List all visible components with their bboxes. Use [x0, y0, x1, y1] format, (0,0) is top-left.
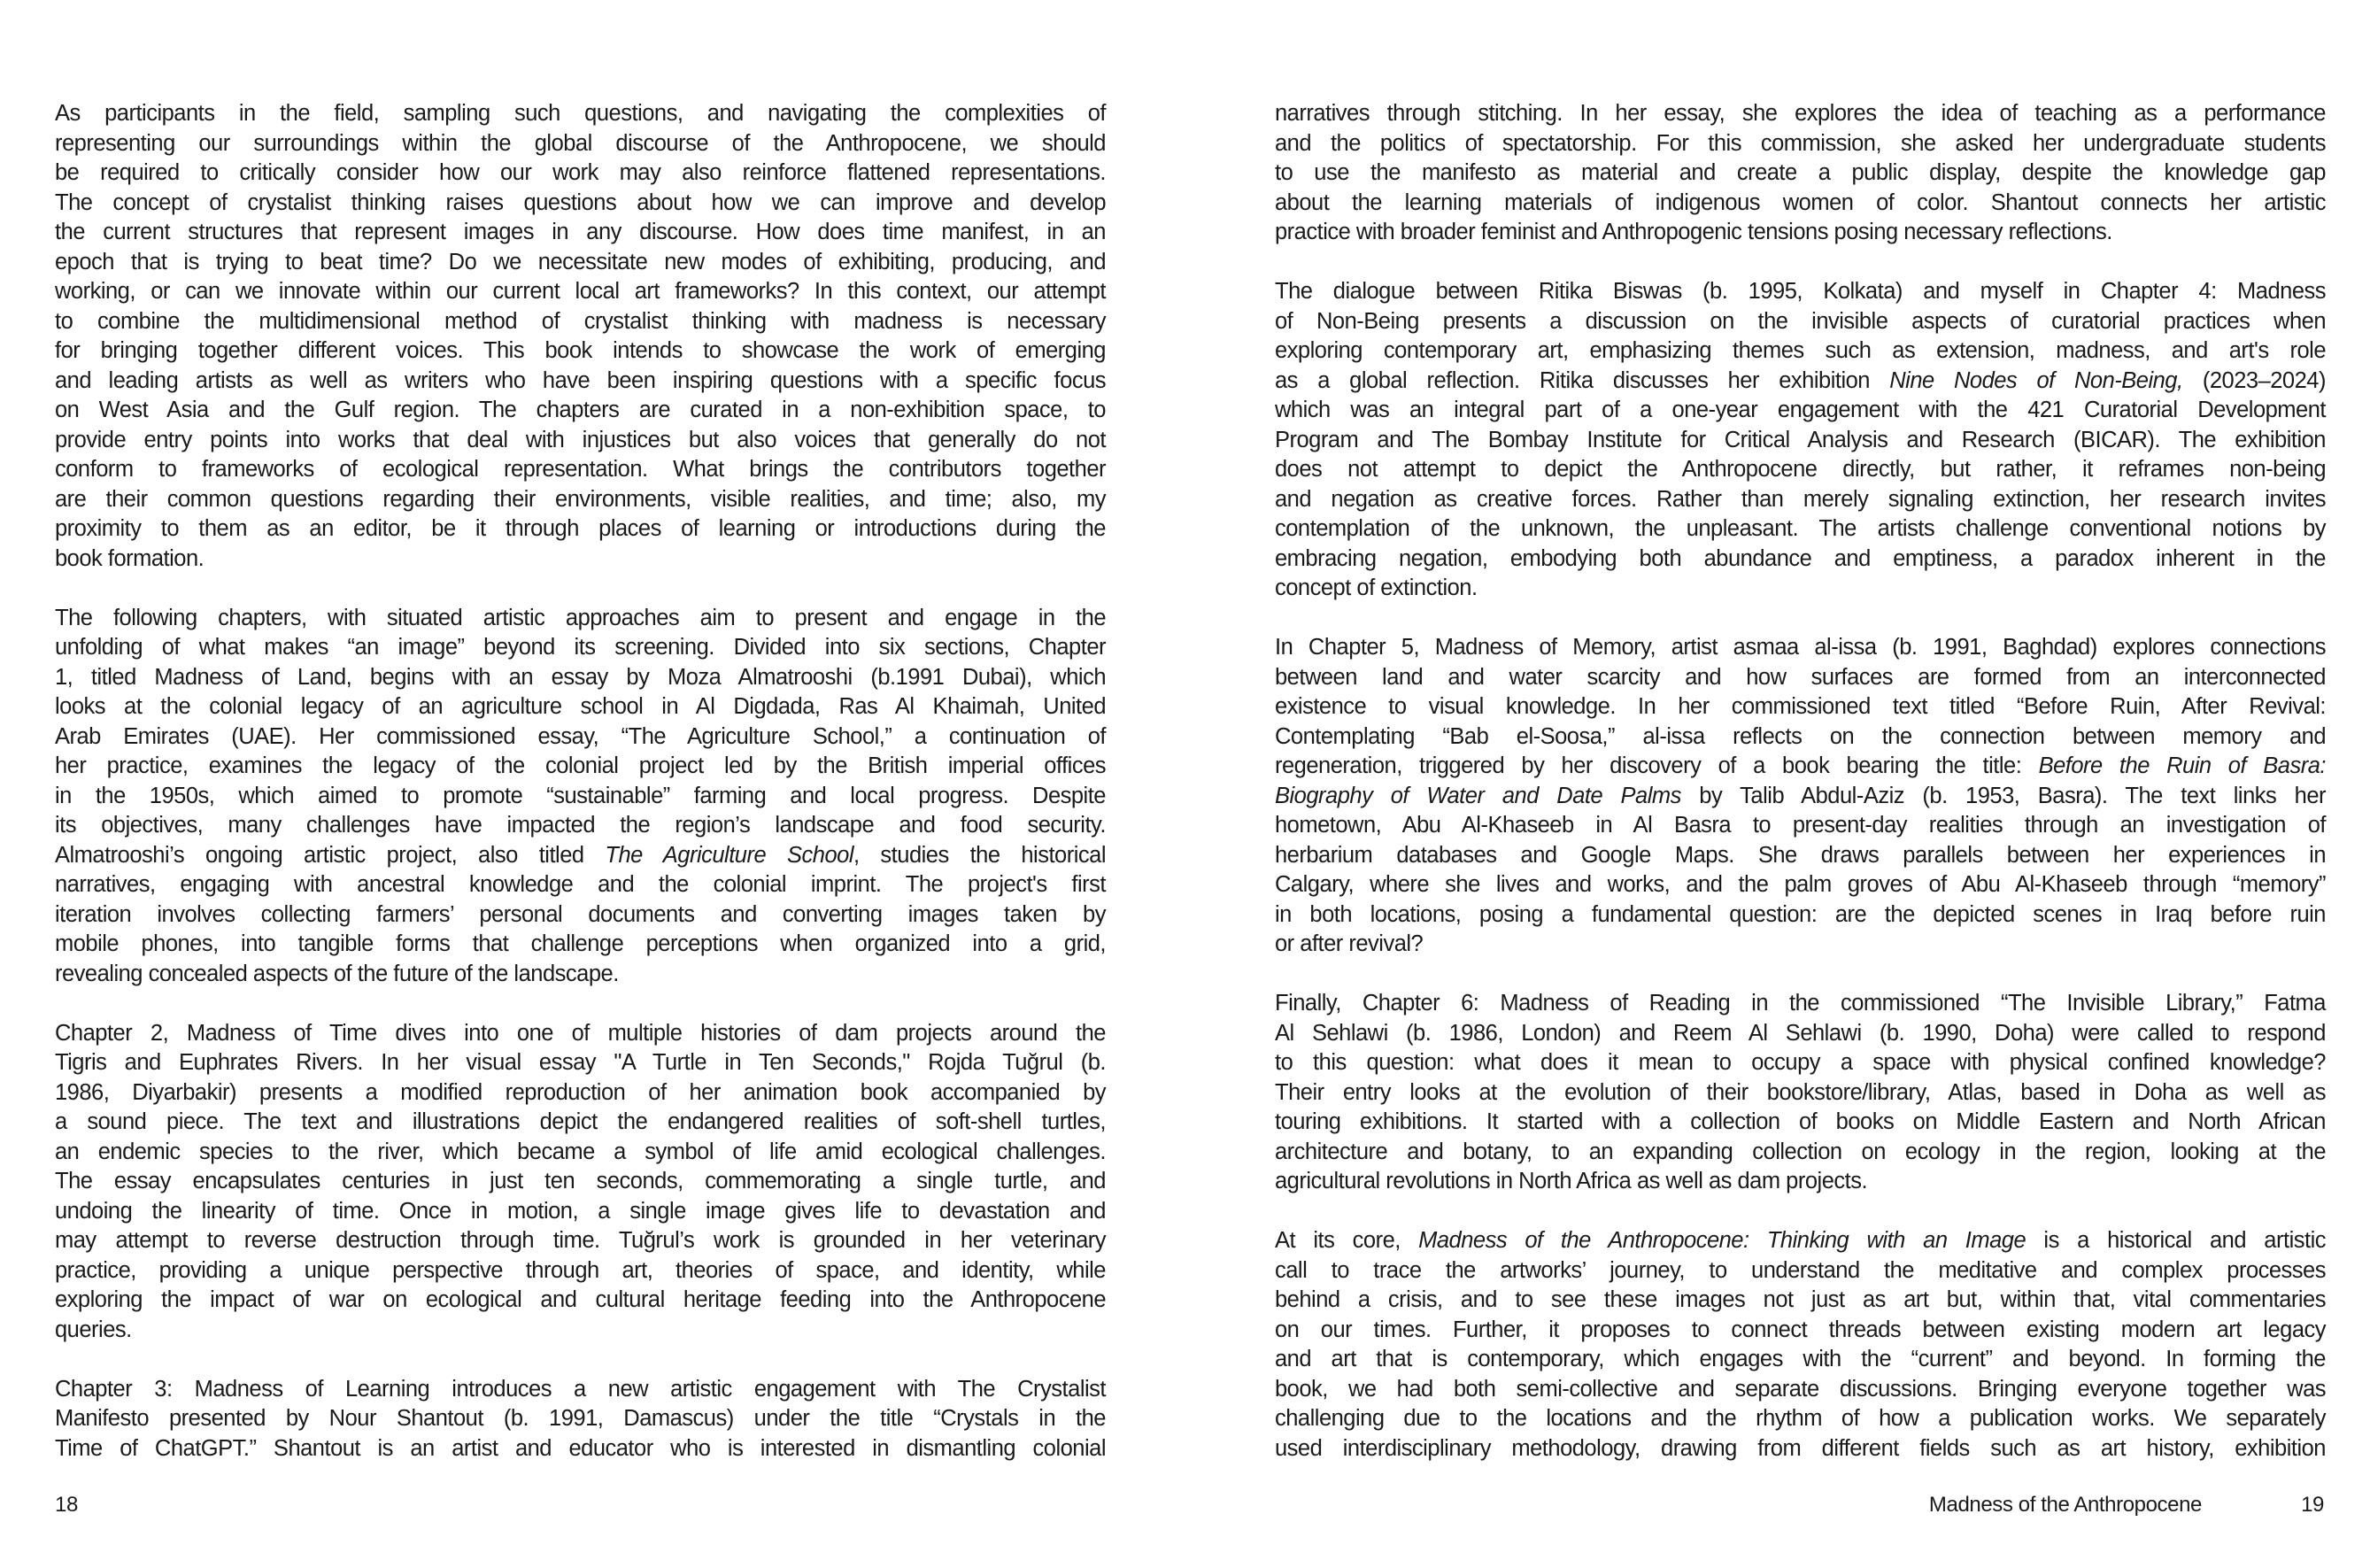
text-line: narratives through stitching. In her essay, she explores the idea of teaching as a performance	[1275, 101, 2326, 126]
text-line: behind a crisis, and to see these images not just as art but, within that, vital commentaries	[1275, 1287, 2326, 1312]
text-line: her practice, examines the legacy of the colonial project led by the British imperial offices	[55, 753, 1106, 778]
text-line: The essay encapsulates centuries in just ten seconds, commemorating a single turtle, and	[55, 1169, 1106, 1193]
text-line: contemplation of the unknown, the unpleasant. The artists challenge conventional notions by	[1275, 516, 2326, 541]
text-segment: Almatrooshi’s ongoing artistic project, also titled	[55, 842, 606, 868]
text-segment: by Talib Abdul-Aziz (b. 1953, Basra). The text links her	[1680, 783, 2327, 808]
text-line: queries.	[55, 1317, 132, 1342]
text-segment: , studies the historical	[853, 842, 1106, 868]
italic-title: Nine Nodes of Non-Being,	[1889, 367, 2183, 393]
text-line: working, or can we innovate within our current local art frameworks? In this context, our attempt	[55, 279, 1106, 304]
italic-title: Madness of the Anthropocene: Thinking with an Image	[1418, 1228, 2026, 1253]
paragraph	[55, 99, 1106, 574]
text-line: As participants in the field, sampling such questions, and navigating the complexities of	[55, 101, 1106, 126]
text-line: and art that is contemporary, which engages with the “current” and beyond. In forming the	[1275, 1347, 2326, 1371]
text-line	[1275, 367, 2326, 397]
text-line: practice, providing a unique perspective through art, theories of space, and identity, while	[55, 1257, 1106, 1283]
text-line: challenging due to the locations and the rhythm of how a publication works. We separately	[1275, 1406, 2326, 1431]
left-page-body	[55, 99, 1106, 1494]
text-line: and the politics of spectatorship. For this commission, she asked her undergraduate students	[1275, 130, 2326, 156]
text-line: book formation.	[55, 545, 205, 571]
text-line: agricultural revolutions in North Africa as well as dam projects.	[1275, 1169, 1868, 1193]
text-line	[55, 841, 1106, 871]
paragraph	[55, 1375, 1106, 1464]
text-line: looks at the colonial legacy of an agriculture school in Al Digdada, Ras Al Khaimah, United	[55, 694, 1106, 719]
text-line: to combine the multidimensional method of crystalist thinking with madness is necessary	[55, 308, 1106, 334]
text-line: its objectives, many challenges have impacted the region’s landscape and food security.	[55, 813, 1106, 838]
right-page-body	[1275, 99, 2326, 1494]
text-line: for bringing together different voices. This book intends to showcase the work of emerging	[55, 338, 1106, 363]
text-line: may attempt to reverse destruction through time. Tuğrul’s work is grounded in her veterinary	[55, 1228, 1106, 1253]
paragraph	[55, 604, 1106, 990]
text-line: and negation as creative forces. Rather than merely signaling extinction, her research invites	[1275, 486, 2326, 512]
text-line: Program and The Bombay Institute for Critical Analysis and Research (BICAR). The exhibition	[1275, 427, 2326, 452]
text-segment: regeneration, triggered by her discovery of a book bearing the title:	[1275, 753, 2039, 778]
text-line: epoch that is trying to beat time? Do we necessitate new modes of exhibiting, producing, and	[55, 249, 1106, 274]
text-line: mobile phones, into tangible forms that challenge perceptions when organized into a grid,	[55, 931, 1106, 956]
text-line: exploring the impact of war on ecological and cultural heritage feeding into the Anthropocene	[55, 1287, 1106, 1312]
text-line: about the learning materials of indigenous women of color. Shantout connects her artistic	[1275, 189, 2326, 215]
text-line: representing our surroundings within the global discourse of the Anthropocene, we should	[55, 130, 1106, 156]
text-line	[1275, 1226, 2326, 1256]
running-title: Madness of the Anthropocene	[1928, 1493, 2202, 1517]
text-line: The dialogue between Ritika Biswas (b. 1995, Kolkata) and myself in Chapter 4: Madness	[1275, 279, 2326, 304]
text-line: Contemplating “Bab el-Soosa,” al-issa reflects on the connection between memory and	[1275, 723, 2326, 749]
text-line: provide entry points into works that deal with injustices but also voices that generally do not	[55, 427, 1106, 452]
text-line: iteration involves collecting farmers’ personal documents and converting images taken by	[55, 901, 1106, 927]
text-line	[1275, 752, 2326, 782]
paragraph	[1275, 989, 2326, 1197]
italic-title: The Agriculture School	[605, 842, 853, 868]
text-line: on our times. Further, it proposes to connect threads between existing modern art legacy	[1275, 1317, 2326, 1342]
paragraph	[1275, 99, 2326, 248]
paragraph	[1275, 1226, 2326, 1464]
text-segment: is a historical and artistic	[2026, 1228, 2326, 1253]
text-line: between land and water scarcity and how surfaces are formed from an interconnected	[1275, 664, 2326, 690]
text-line: Chapter 3: Madness of Learning introduces a new artistic engagement with The Crystalist	[55, 1376, 1106, 1402]
page-number-left: 18	[55, 1493, 78, 1517]
text-line: Finally, Chapter 6: Madness of Reading in the commissioned “The Invisible Library,” Fatma	[1275, 991, 2326, 1016]
text-line: a sound piece. The text and illustrations depict the endangered realities of soft-shell turtles,	[55, 1109, 1106, 1134]
text-line: on West Asia and the Gulf region. The chapters are curated in a non-exhibition space, to	[55, 398, 1106, 422]
text-line: Tigris and Euphrates Rivers. In her visual essay "A Turtle in Ten Seconds," Rojda Tuğrul (b.	[55, 1050, 1106, 1075]
text-line: Calgary, where she lives and works, and the palm groves of Abu Al-Khaseeb through “memory”	[1275, 872, 2326, 897]
italic-title: Biography of Water and Date Palms	[1275, 783, 1681, 808]
paragraph	[1275, 633, 2326, 960]
text-line: exploring contemporary art, emphasizing themes such as extension, madness, and art's role	[1275, 338, 2326, 363]
text-line: of Non-Being presents a discussion on the invisible aspects of curatorial practices when	[1275, 308, 2326, 334]
text-line: revealing concealed aspects of the future of the landscape.	[55, 961, 619, 986]
text-line: existence to visual knowledge. In her commissioned text titled “Before Ruin, After Revival:	[1275, 694, 2326, 719]
text-segment: (2023–2024)	[2182, 367, 2326, 393]
text-line: 1, titled Madness of Land, begins with an essay by Moza Almatrooshi (b.1991 Dubai), which	[55, 664, 1106, 690]
text-line: narratives, engaging with ancestral knowledge and the colonial imprint. The project's first	[55, 872, 1106, 897]
text-line: Time of ChatGPT.” Shantout is an artist and educator who is interested in dismantling colonial	[55, 1435, 1106, 1461]
text-line: undoing the linearity of time. Once in motion, a single image gives life to devastation and	[55, 1198, 1106, 1224]
text-line: Their entry looks at the evolution of their bookstore/library, Atlas, based in Doha as well as	[1275, 1079, 2326, 1105]
text-line: in both locations, posing a fundamental question: are the depicted scenes in Iraq before ruin	[1275, 901, 2326, 927]
text-line: and leading artists as well as writers who have been inspiring questions with a specific focus	[55, 367, 1106, 393]
page-number-right: 19	[2301, 1493, 2324, 1517]
text-segment: as a global reflection. Ritika discusses her exhibition	[1275, 367, 1890, 393]
text-line: touring exhibitions. It started with a collection of books on Middle Eastern and North African	[1275, 1109, 2326, 1134]
text-line: be required to critically consider how our work may also reinforce flattened representations.	[55, 160, 1106, 185]
text-line: Arab Emirates (UAE). Her commissioned essay, “The Agriculture School,” a continuation of	[55, 723, 1106, 749]
text-line: or after revival?	[1275, 931, 1424, 956]
text-line: Al Sehlawi (b. 1986, London) and Reem Al Sehlawi (b. 1990, Doha) were called to respond	[1275, 1020, 2326, 1046]
text-line: The following chapters, with situated artistic approaches aim to present and engage in the	[55, 605, 1106, 630]
text-line: embracing negation, embodying both abundance and emptiness, a paradox inherent in the	[1275, 545, 2326, 571]
text-line: used interdisciplinary methodology, drawing from different fields such as art history, exhibition	[1275, 1435, 2326, 1461]
text-line: Manifesto presented by Nour Shantout (b. 1991, Damascus) under the title “Crystals in the	[55, 1406, 1106, 1431]
text-line	[1275, 782, 2326, 812]
text-line: 1986, Diyarbakir) presents a modified reproduction of her animation book accompanied by	[55, 1079, 1106, 1105]
text-line: in the 1950s, which aimed to promote “sustainable” farming and local progress. Despite	[55, 783, 1106, 808]
text-line: herbarium databases and Google Maps. She draws parallels between her experiences in	[1275, 842, 2326, 868]
paragraph	[55, 1019, 1106, 1346]
text-line: proximity to them as an editor, be it through places of learning or introductions during the	[55, 516, 1106, 541]
text-segment: At its core,	[1275, 1228, 1419, 1253]
text-line: are their common questions regarding their environments, visible realities, and time; also, my	[55, 486, 1106, 512]
text-line: which was an integral part of a one-year engagement with the 421 Curatorial Development	[1275, 398, 2326, 422]
text-line: unfolding of what makes “an image” beyond its screening. Divided into six sections, Chapter	[55, 635, 1106, 660]
text-line: does not attempt to depict the Anthropocene directly, but rather, it reframes non-being	[1275, 457, 2326, 482]
text-line: architecture and botany, to an expanding collection on ecology in the region, looking at the	[1275, 1139, 2326, 1164]
text-line: to use the manifesto as material and create a public display, despite the knowledge gap	[1275, 160, 2326, 185]
text-line: concept of extinction.	[1275, 575, 1478, 600]
text-line: In Chapter 5, Madness of Memory, artist asmaa al-issa (b. 1991, Baghdad) explores connections	[1275, 635, 2326, 660]
text-line: The concept of crystalist thinking raises questions about how we can improve and develop	[55, 189, 1106, 215]
text-line: the current structures that represent images in any discourse. How does time manifest, in an	[55, 220, 1106, 244]
text-line: Chapter 2, Madness of Time dives into one of multiple histories of dam projects around the	[55, 1020, 1106, 1046]
text-line: practice with broader feminist and Anthropogenic tensions posing necessary reflections.	[1275, 220, 2112, 244]
text-line: hometown, Abu Al-Khaseeb in Al Basra to present-day realities through an investigation of	[1275, 813, 2326, 838]
text-line: book, we had both semi-collective and separate discussions. Bringing everyone together was	[1275, 1376, 2326, 1402]
italic-title: Before the Ruin of Basra:	[2038, 753, 2327, 778]
text-line: an endemic species to the river, which became a symbol of life amid ecological challenges.	[55, 1139, 1106, 1164]
text-line: to this question: what does it mean to occupy a space with physical confined knowledge?	[1275, 1050, 2326, 1075]
text-line: conform to frameworks of ecological representation. What brings the contributors together	[55, 457, 1106, 482]
text-line: call to trace the artworks’ journey, to understand the meditative and complex processes	[1275, 1257, 2326, 1283]
paragraph	[1275, 277, 2326, 604]
